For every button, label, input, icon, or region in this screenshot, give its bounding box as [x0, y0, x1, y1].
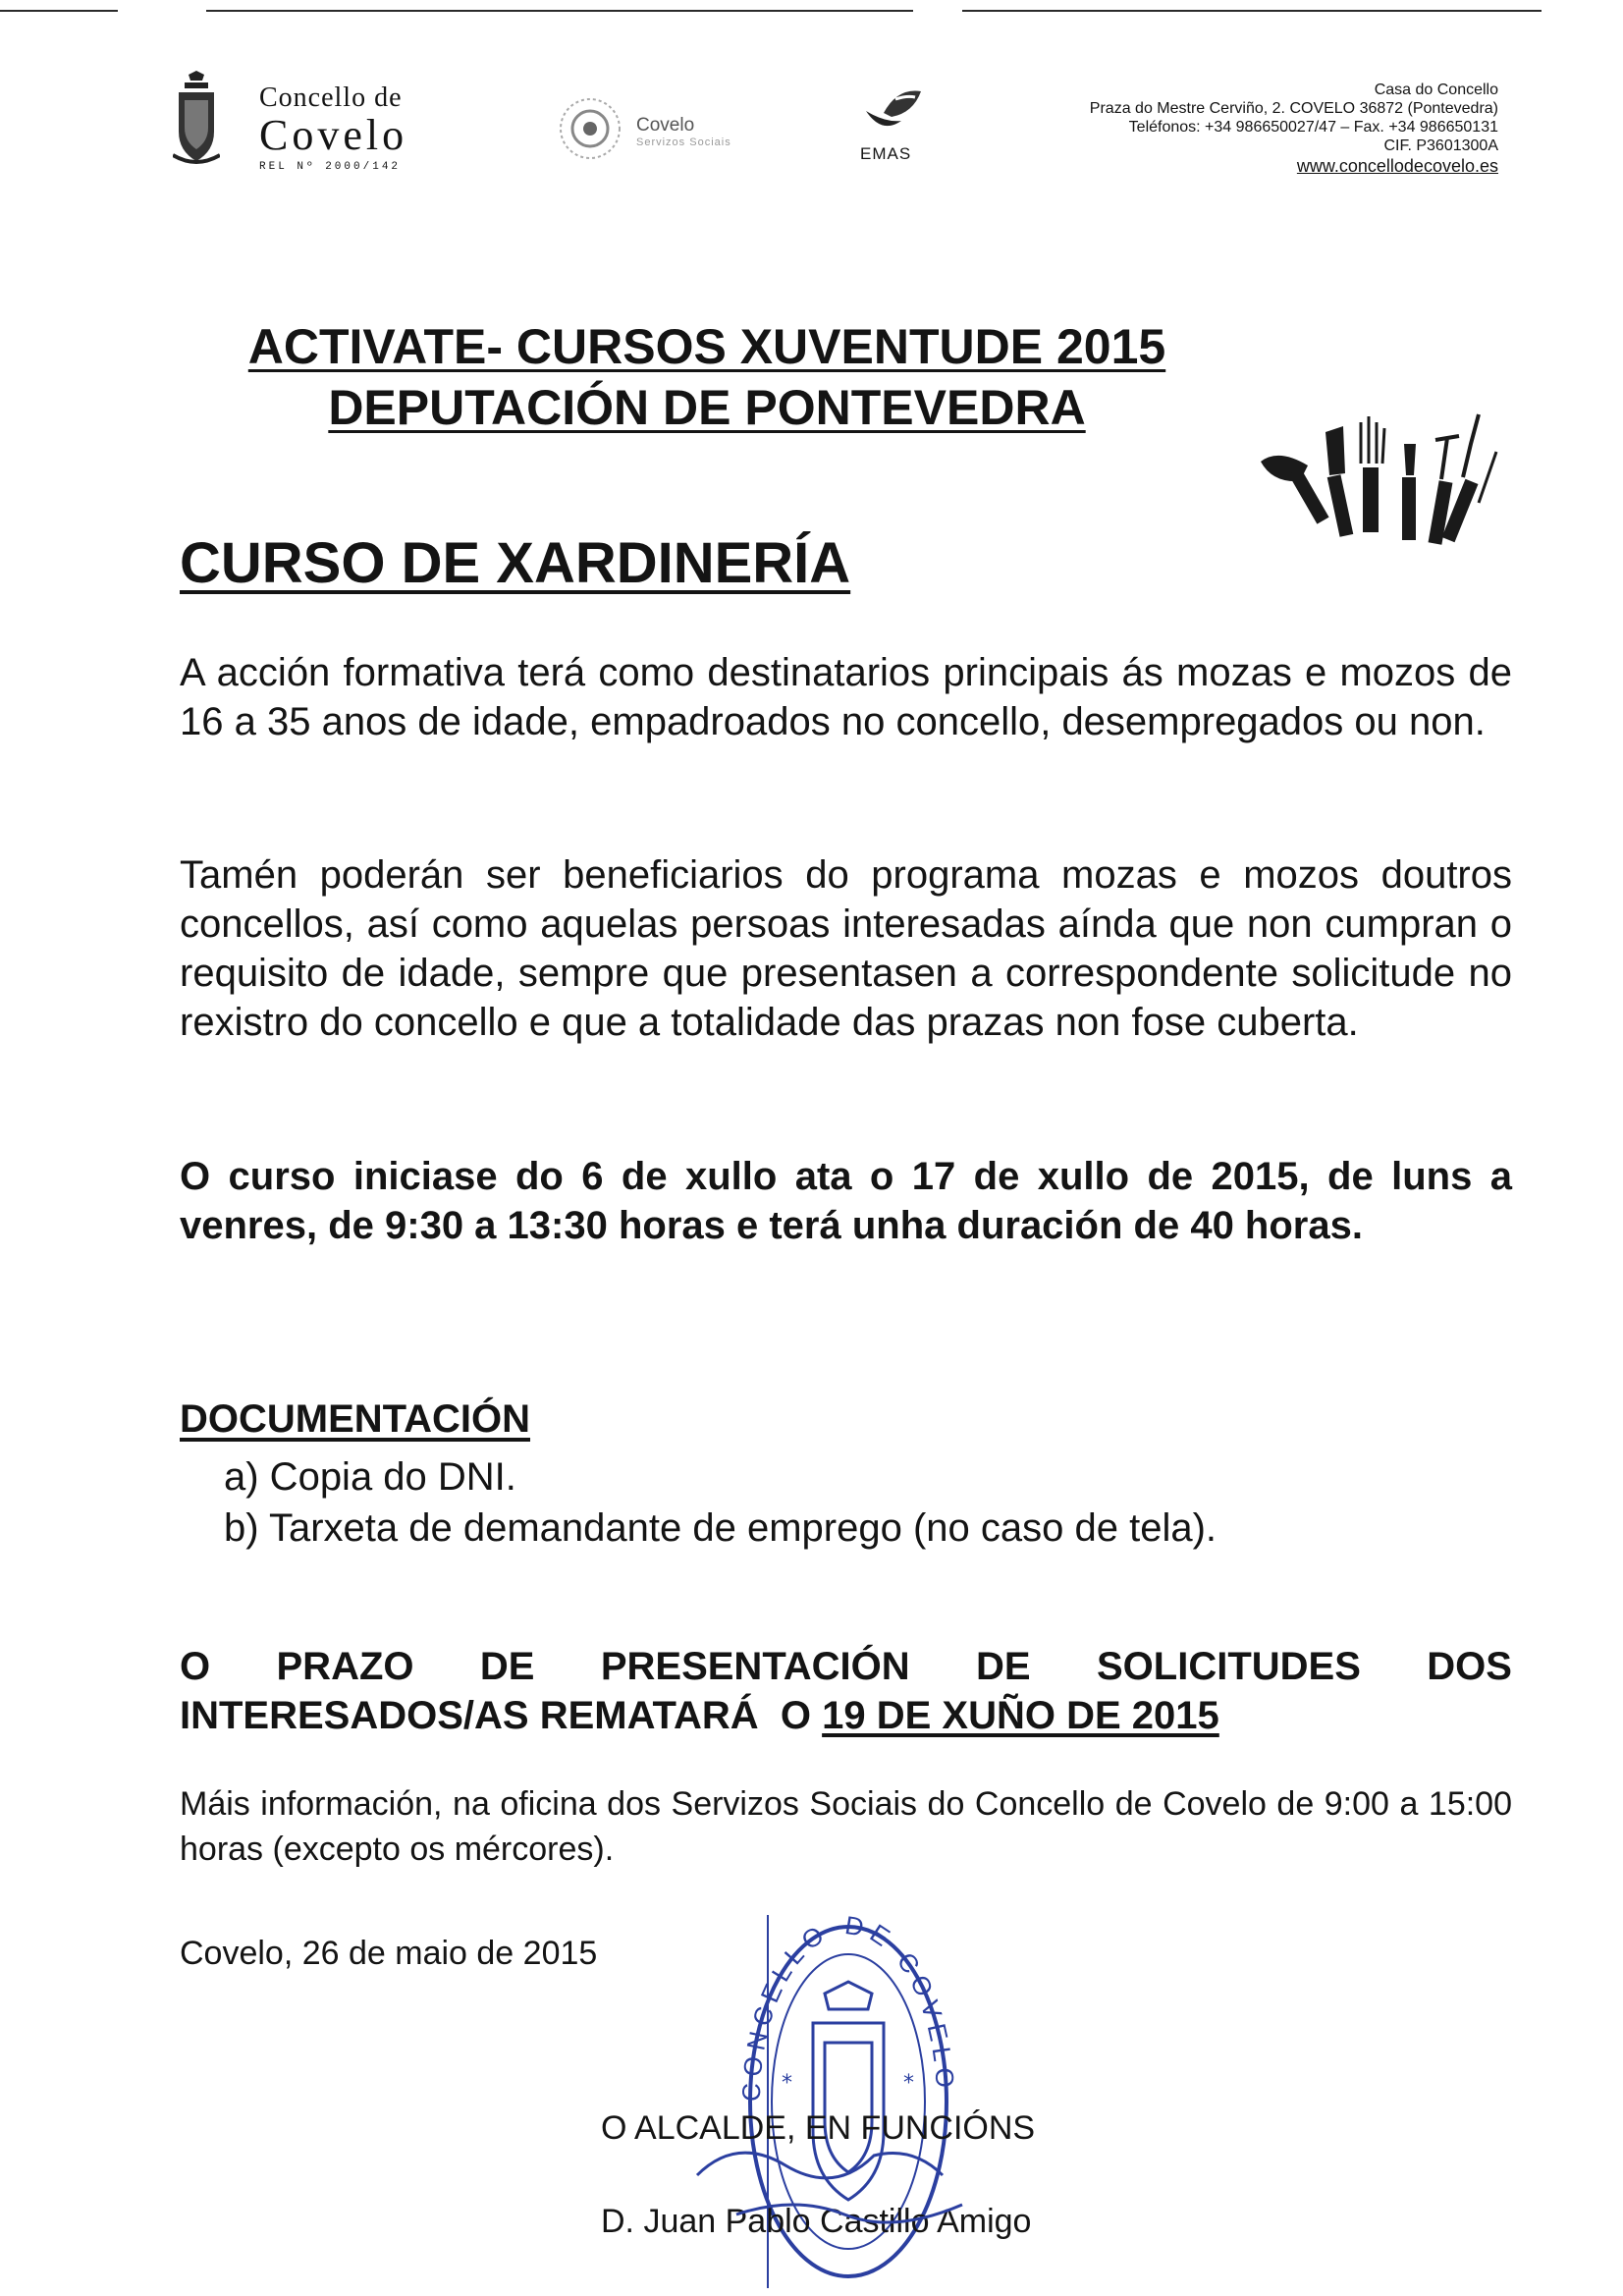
deadline-line-1 [180, 1642, 1512, 1691]
more-information: Máis información, na oficina dos Servizos Sociais do Concello de Covelo de 9:00 a 15:00 horas (excepto os mércores). [180, 1785, 1512, 1868]
notice-title [147, 316, 1267, 438]
deadline-prefix: INTERESADOS/AS REMATARÁ O [180, 1694, 811, 1737]
deadline-word: SOLICITUDES [1097, 1645, 1361, 1688]
deadline-date: 19 DE XUÑO DE 2015 [822, 1694, 1219, 1737]
course-title: CURSO DE XARDINERÍA [180, 531, 851, 595]
paragraph-beneficiaries: Tamén poderán ser beneficiarios do programa mozas e mozos doutros concellos, así como aquelas persoas interesadas aínda que non cumpran o requisito de idade, sempre que presentasen a correspondente solicitude no rexistro do concello e que a totalidade das prazas non fose cuberta. [180, 853, 1512, 1044]
deadline-word: DE [479, 1645, 535, 1688]
social-logo-name: Covelo [636, 115, 695, 136]
contact-block [988, 81, 1498, 176]
deadline-word: PRAZO [276, 1645, 414, 1688]
documentation-item: a) Copia do DNI. [224, 1455, 516, 1499]
servizos-sociais-logo [558, 93, 734, 187]
signatory-name: D. Juan Pablo Castillo Amigo [601, 2203, 1032, 2240]
coat-of-arms-icon [173, 71, 220, 169]
paragraph-schedule: O curso iniciase do 6 de xullo ata o 17 de xullo de 2015, de luns a venres, de 9:30 a 13:30 horas e terá unha duración de 40 horas. [180, 1155, 1512, 1247]
deadline-word: PRESENTACIÓN [600, 1645, 910, 1688]
emas-label: EMAS [860, 144, 912, 163]
logo-line-1: Concello de [259, 82, 403, 113]
svg-text:*: * [782, 2071, 792, 2096]
social-services-emblem-icon [558, 93, 622, 164]
documentation-item: b) Tarxeta de demandante de emprego (no caso de tela). [224, 1506, 1217, 1550]
contact-address: Praza do Mestre Cerviño, 2. COVELO 36872 (Pontevedra) [1089, 100, 1498, 117]
contact-building: Casa do Concello [1374, 82, 1498, 98]
title-line-1: ACTIVATE- CURSOS XUVENTUDE 2015 [247, 319, 1166, 374]
contact-phones: Teléfonos: +34 986650027/47 – Fax. +34 986650131 [1128, 119, 1498, 136]
deadline-word: DOS [1427, 1645, 1512, 1688]
deadline-line-2 [180, 1691, 1512, 1740]
handwritten-signature [677, 2106, 1001, 2244]
logo-line-2: Covelo [259, 111, 408, 159]
title-line-2: DEPUTACIÓN DE PONTEVEDRA [328, 380, 1086, 435]
documentation-list [224, 1451, 1217, 1554]
deadline-word: O [180, 1645, 211, 1688]
garden-tools-icon [1251, 405, 1512, 574]
scan-edge-line-mid [206, 10, 913, 12]
signatory-role: O ALCALDE, EN FUNCIÓNS [601, 2109, 1036, 2147]
emas-leaf-icon [862, 83, 923, 140]
scan-edge-line-left [0, 10, 118, 12]
emas-logo [846, 83, 945, 172]
social-logo-tagline: Servizos Sociais [636, 137, 731, 148]
paragraph-audience: A acción formativa terá como destinatarios principais ás mozas e mozos de 16 a 35 anos de idade, empadroados no concello, desempregados ou non. [180, 651, 1512, 743]
documentation-heading: DOCUMENTACIÓN [180, 1397, 531, 1441]
deadline-word: DE [976, 1645, 1031, 1688]
svg-text:*: * [903, 2071, 914, 2096]
website-link[interactable]: www.concellodecovelo.es [1296, 156, 1498, 176]
contact-cif: CIF. P3601300A [1383, 137, 1498, 154]
stamp-text: CONCELLO DE COVELO [735, 1915, 961, 2103]
concello-covelo-logo [165, 61, 420, 179]
logo-registry-number: REL Nº 2000/142 [259, 161, 402, 173]
scan-edge-line-right [962, 10, 1542, 12]
deadline-notice [180, 1642, 1512, 1740]
place-and-date: Covelo, 26 de maio de 2015 [180, 1935, 598, 1972]
